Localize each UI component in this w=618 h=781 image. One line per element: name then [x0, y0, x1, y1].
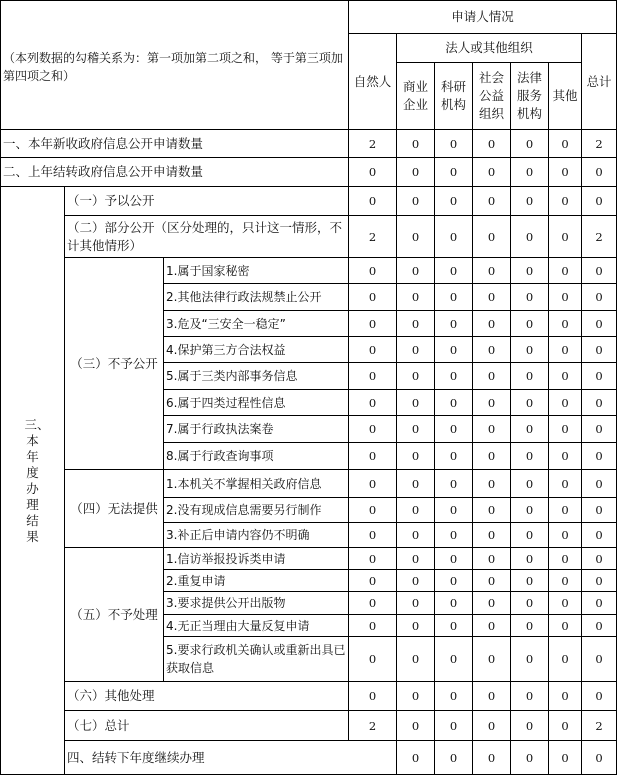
cell-value: 0	[511, 284, 549, 311]
cell-value: 0	[349, 570, 397, 592]
cell-value: 0	[511, 470, 549, 498]
cell-value: 0	[549, 311, 582, 337]
cell-value: 0	[435, 337, 473, 363]
cell-value: 0	[435, 311, 473, 337]
cell-value: 0	[473, 390, 511, 416]
cell-value: 0	[473, 741, 511, 775]
cell-value: 0	[435, 741, 473, 775]
cell-value: 0	[397, 187, 435, 216]
cell-value: 0	[435, 682, 473, 711]
commercial-header: 商业 企业	[397, 63, 435, 130]
cell-value: 0	[349, 498, 397, 523]
cell-value: 0	[511, 416, 549, 443]
cell-value: 0	[473, 187, 511, 216]
other-header: 其他	[549, 63, 582, 130]
cell-value: 0	[397, 470, 435, 498]
cell-value: 0	[397, 311, 435, 337]
cell-value: 0	[435, 158, 473, 187]
cell-value: 0	[349, 548, 397, 570]
cell-value: 0	[549, 158, 582, 187]
cell-value: 0	[582, 311, 617, 337]
cell-value: 0	[582, 158, 617, 187]
cell-value: 2	[349, 216, 397, 258]
table-row	[1, 682, 617, 711]
cell-value: 0	[511, 390, 549, 416]
cell-value: 0	[397, 258, 435, 284]
cell-value: 0	[397, 682, 435, 711]
cell-value: 0	[549, 570, 582, 592]
cell-value: 0	[511, 311, 549, 337]
cell-value: 0	[511, 443, 549, 470]
row-label: 8.属于行政查询事项	[164, 443, 349, 470]
row-label: （二）部分公开（区分处理的，只计这一情形，不计其他情形）	[65, 216, 349, 258]
cell-value: 0	[473, 592, 511, 615]
note-cell	[1, 1, 349, 130]
cell-value: 0	[473, 130, 511, 158]
cell-value: 0	[435, 711, 473, 741]
note-text: （本列数据的勾稽关系为：第一项加第二项之和， 等于第三项加第四项之和）	[3, 51, 343, 83]
cell-value: 0	[435, 470, 473, 498]
cell-value: 0	[511, 637, 549, 682]
table-row	[1, 258, 617, 284]
cell-value: 0	[435, 570, 473, 592]
cell-value: 0	[582, 187, 617, 216]
group-label: （五）不予处理	[65, 548, 164, 682]
cell-value: 2	[349, 711, 397, 741]
row-label: 6.属于四类过程性信息	[164, 390, 349, 416]
row-label: 2.其他法律行政法规禁止公开	[164, 284, 349, 311]
cell-value: 0	[582, 741, 617, 775]
cell-value: 0	[349, 337, 397, 363]
natural-person-header: 自然人	[349, 34, 397, 130]
cell-value: 2	[582, 711, 617, 741]
cell-value: 0	[582, 523, 617, 548]
cell-value: 0	[549, 682, 582, 711]
cell-value: 0	[549, 615, 582, 637]
cell-value: 0	[397, 548, 435, 570]
row-label: 2.没有现成信息需要另行制作	[164, 498, 349, 523]
cell-value: 0	[435, 416, 473, 443]
cell-value: 0	[511, 615, 549, 637]
group-label: （三）不予公开	[65, 258, 164, 470]
row-label: 5.属于三类内部事务信息	[164, 363, 349, 390]
cell-value: 0	[511, 741, 549, 775]
row-label: 四、结转下年度继续办理	[65, 741, 397, 775]
row-label: 1.属于国家秘密	[164, 258, 349, 284]
cell-value: 0	[397, 615, 435, 637]
cell-value: 0	[549, 130, 582, 158]
cell-value: 2	[582, 130, 617, 158]
cell-value: 0	[473, 523, 511, 548]
cell-value: 0	[511, 523, 549, 548]
cell-value: 0	[435, 637, 473, 682]
cell-value: 0	[582, 390, 617, 416]
table-row	[1, 711, 617, 741]
section3-label-cell	[1, 187, 65, 775]
cell-value: 0	[511, 548, 549, 570]
applicant-situation-header: 申请人情况	[349, 1, 617, 34]
cell-value: 0	[349, 682, 397, 711]
cell-value: 0	[473, 548, 511, 570]
cell-value: 0	[582, 548, 617, 570]
cell-value: 0	[582, 498, 617, 523]
row-label: 4.无正当理由大量反复申请	[164, 615, 349, 637]
cell-value: 0	[549, 443, 582, 470]
row-label: 1.本机关不掌握相关政府信息	[164, 470, 349, 498]
table-row	[1, 187, 617, 216]
table-row	[1, 548, 617, 570]
cell-value: 0	[435, 130, 473, 158]
row-label: 5.要求行政机关确认或重新出具已获取信息	[164, 637, 349, 682]
cell-value: 0	[435, 592, 473, 615]
cell-value: 0	[435, 498, 473, 523]
cell-value: 0	[349, 187, 397, 216]
cell-value: 0	[549, 363, 582, 390]
cell-value: 0	[473, 258, 511, 284]
cell-value: 0	[511, 592, 549, 615]
cell-value: 0	[582, 682, 617, 711]
cell-value: 0	[473, 682, 511, 711]
cell-value: 0	[349, 443, 397, 470]
cell-value: 0	[549, 637, 582, 682]
cell-value: 0	[511, 711, 549, 741]
cell-value: 0	[397, 570, 435, 592]
row-label: 3.要求提供公开出版物	[164, 592, 349, 615]
cell-value: 0	[397, 592, 435, 615]
cell-value: 0	[435, 615, 473, 637]
table-row	[1, 216, 617, 258]
cell-value: 0	[511, 682, 549, 711]
row-label: 一、本年新收政府信息公开申请数量	[1, 130, 349, 158]
cell-value: 0	[397, 498, 435, 523]
cell-value: 0	[582, 258, 617, 284]
cell-value: 0	[349, 523, 397, 548]
cell-value: 0	[473, 615, 511, 637]
research-header: 科研 机构	[435, 63, 473, 130]
cell-value: 0	[549, 741, 582, 775]
cell-value: 0	[582, 637, 617, 682]
cell-value: 0	[435, 390, 473, 416]
cell-value: 0	[511, 337, 549, 363]
cell-value: 0	[435, 187, 473, 216]
cell-value: 0	[397, 158, 435, 187]
cell-value: 0	[549, 711, 582, 741]
cell-value: 0	[511, 363, 549, 390]
cell-value: 0	[473, 637, 511, 682]
cell-value: 0	[473, 216, 511, 258]
cell-value: 0	[397, 637, 435, 682]
cell-value: 0	[397, 363, 435, 390]
total-header: 总计	[582, 34, 617, 130]
cell-value: 0	[349, 470, 397, 498]
cell-value: 0	[549, 258, 582, 284]
cell-value: 0	[549, 592, 582, 615]
cell-value: 0	[582, 284, 617, 311]
cell-value: 0	[582, 570, 617, 592]
cell-value: 0	[397, 337, 435, 363]
cell-value: 0	[511, 216, 549, 258]
cell-value: 0	[349, 416, 397, 443]
cell-value: 2	[349, 130, 397, 158]
cell-value: 0	[435, 216, 473, 258]
cell-value: 0	[582, 337, 617, 363]
cell-value: 0	[549, 416, 582, 443]
cell-value: 0	[397, 523, 435, 548]
row-label: （一）予以公开	[65, 187, 349, 216]
cell-value: 0	[511, 158, 549, 187]
cell-value: 0	[549, 187, 582, 216]
cell-value: 0	[349, 284, 397, 311]
cell-value: 0	[473, 570, 511, 592]
header-row-1	[1, 1, 617, 34]
row-label: 3.补正后申请内容仍不明确	[164, 523, 349, 548]
cell-value: 0	[473, 311, 511, 337]
row-label: （七）总计	[65, 711, 349, 741]
table-row	[1, 158, 617, 187]
cell-value: 0	[549, 337, 582, 363]
cell-value: 0	[349, 390, 397, 416]
cell-value: 0	[582, 470, 617, 498]
cell-value: 0	[473, 363, 511, 390]
cell-value: 0	[582, 615, 617, 637]
cell-value: 0	[473, 416, 511, 443]
legal-service-header: 法律 服务 机构	[511, 63, 549, 130]
cell-value: 0	[397, 216, 435, 258]
table-row	[1, 470, 617, 498]
cell-value: 0	[473, 284, 511, 311]
cell-value: 0	[473, 337, 511, 363]
legal-org-group-header: 法人或其他组织	[397, 34, 582, 63]
cell-value: 0	[511, 498, 549, 523]
cell-value: 0	[549, 470, 582, 498]
row-label: 3.危及“三安全一稳定”	[164, 311, 349, 337]
cell-value: 0	[582, 443, 617, 470]
row-label: 4.保护第三方合法权益	[164, 337, 349, 363]
cell-value: 0	[473, 498, 511, 523]
cell-value: 2	[582, 216, 617, 258]
row-label: （六）其他处理	[65, 682, 349, 711]
cell-value: 0	[435, 363, 473, 390]
cell-value: 0	[549, 523, 582, 548]
cell-value: 0	[349, 592, 397, 615]
table-row	[1, 130, 617, 158]
section3-label: 三、本年度办理结果	[24, 416, 50, 544]
cell-value: 0	[511, 130, 549, 158]
row-label: 2.重复申请	[164, 570, 349, 592]
table-row	[1, 741, 617, 775]
cell-value: 0	[397, 741, 435, 775]
cell-value: 0	[435, 523, 473, 548]
cell-value: 0	[397, 443, 435, 470]
cell-value: 0	[397, 416, 435, 443]
cell-value: 0	[511, 570, 549, 592]
cell-value: 0	[349, 615, 397, 637]
cell-value: 0	[582, 416, 617, 443]
cell-value: 0	[511, 258, 549, 284]
group-label: （四）无法提供	[65, 470, 164, 548]
cell-value: 0	[473, 470, 511, 498]
cell-value: 0	[349, 258, 397, 284]
cell-value: 0	[349, 363, 397, 390]
cell-value: 0	[435, 284, 473, 311]
row-label: 7.属于行政执法案卷	[164, 416, 349, 443]
cell-value: 0	[397, 130, 435, 158]
row-label: 1.信访举报投诉类申请	[164, 548, 349, 570]
cell-value: 0	[397, 390, 435, 416]
cell-value: 0	[435, 443, 473, 470]
cell-value: 0	[549, 216, 582, 258]
cell-value: 0	[549, 498, 582, 523]
row-label: 二、上年结转政府信息公开申请数量	[1, 158, 349, 187]
cell-value: 0	[397, 284, 435, 311]
social-welfare-header: 社会 公益 组织	[473, 63, 511, 130]
cell-value: 0	[549, 548, 582, 570]
cell-value: 0	[473, 443, 511, 470]
cell-value: 0	[397, 711, 435, 741]
cell-value: 0	[549, 284, 582, 311]
cell-value: 0	[349, 158, 397, 187]
cell-value: 0	[511, 187, 549, 216]
cell-value: 0	[349, 637, 397, 682]
cell-value: 0	[549, 390, 582, 416]
cell-value: 0	[435, 258, 473, 284]
cell-value: 0	[435, 548, 473, 570]
cell-value: 0	[582, 592, 617, 615]
cell-value: 0	[349, 311, 397, 337]
cell-value: 0	[582, 363, 617, 390]
cell-value: 0	[473, 158, 511, 187]
cell-value: 0	[473, 711, 511, 741]
